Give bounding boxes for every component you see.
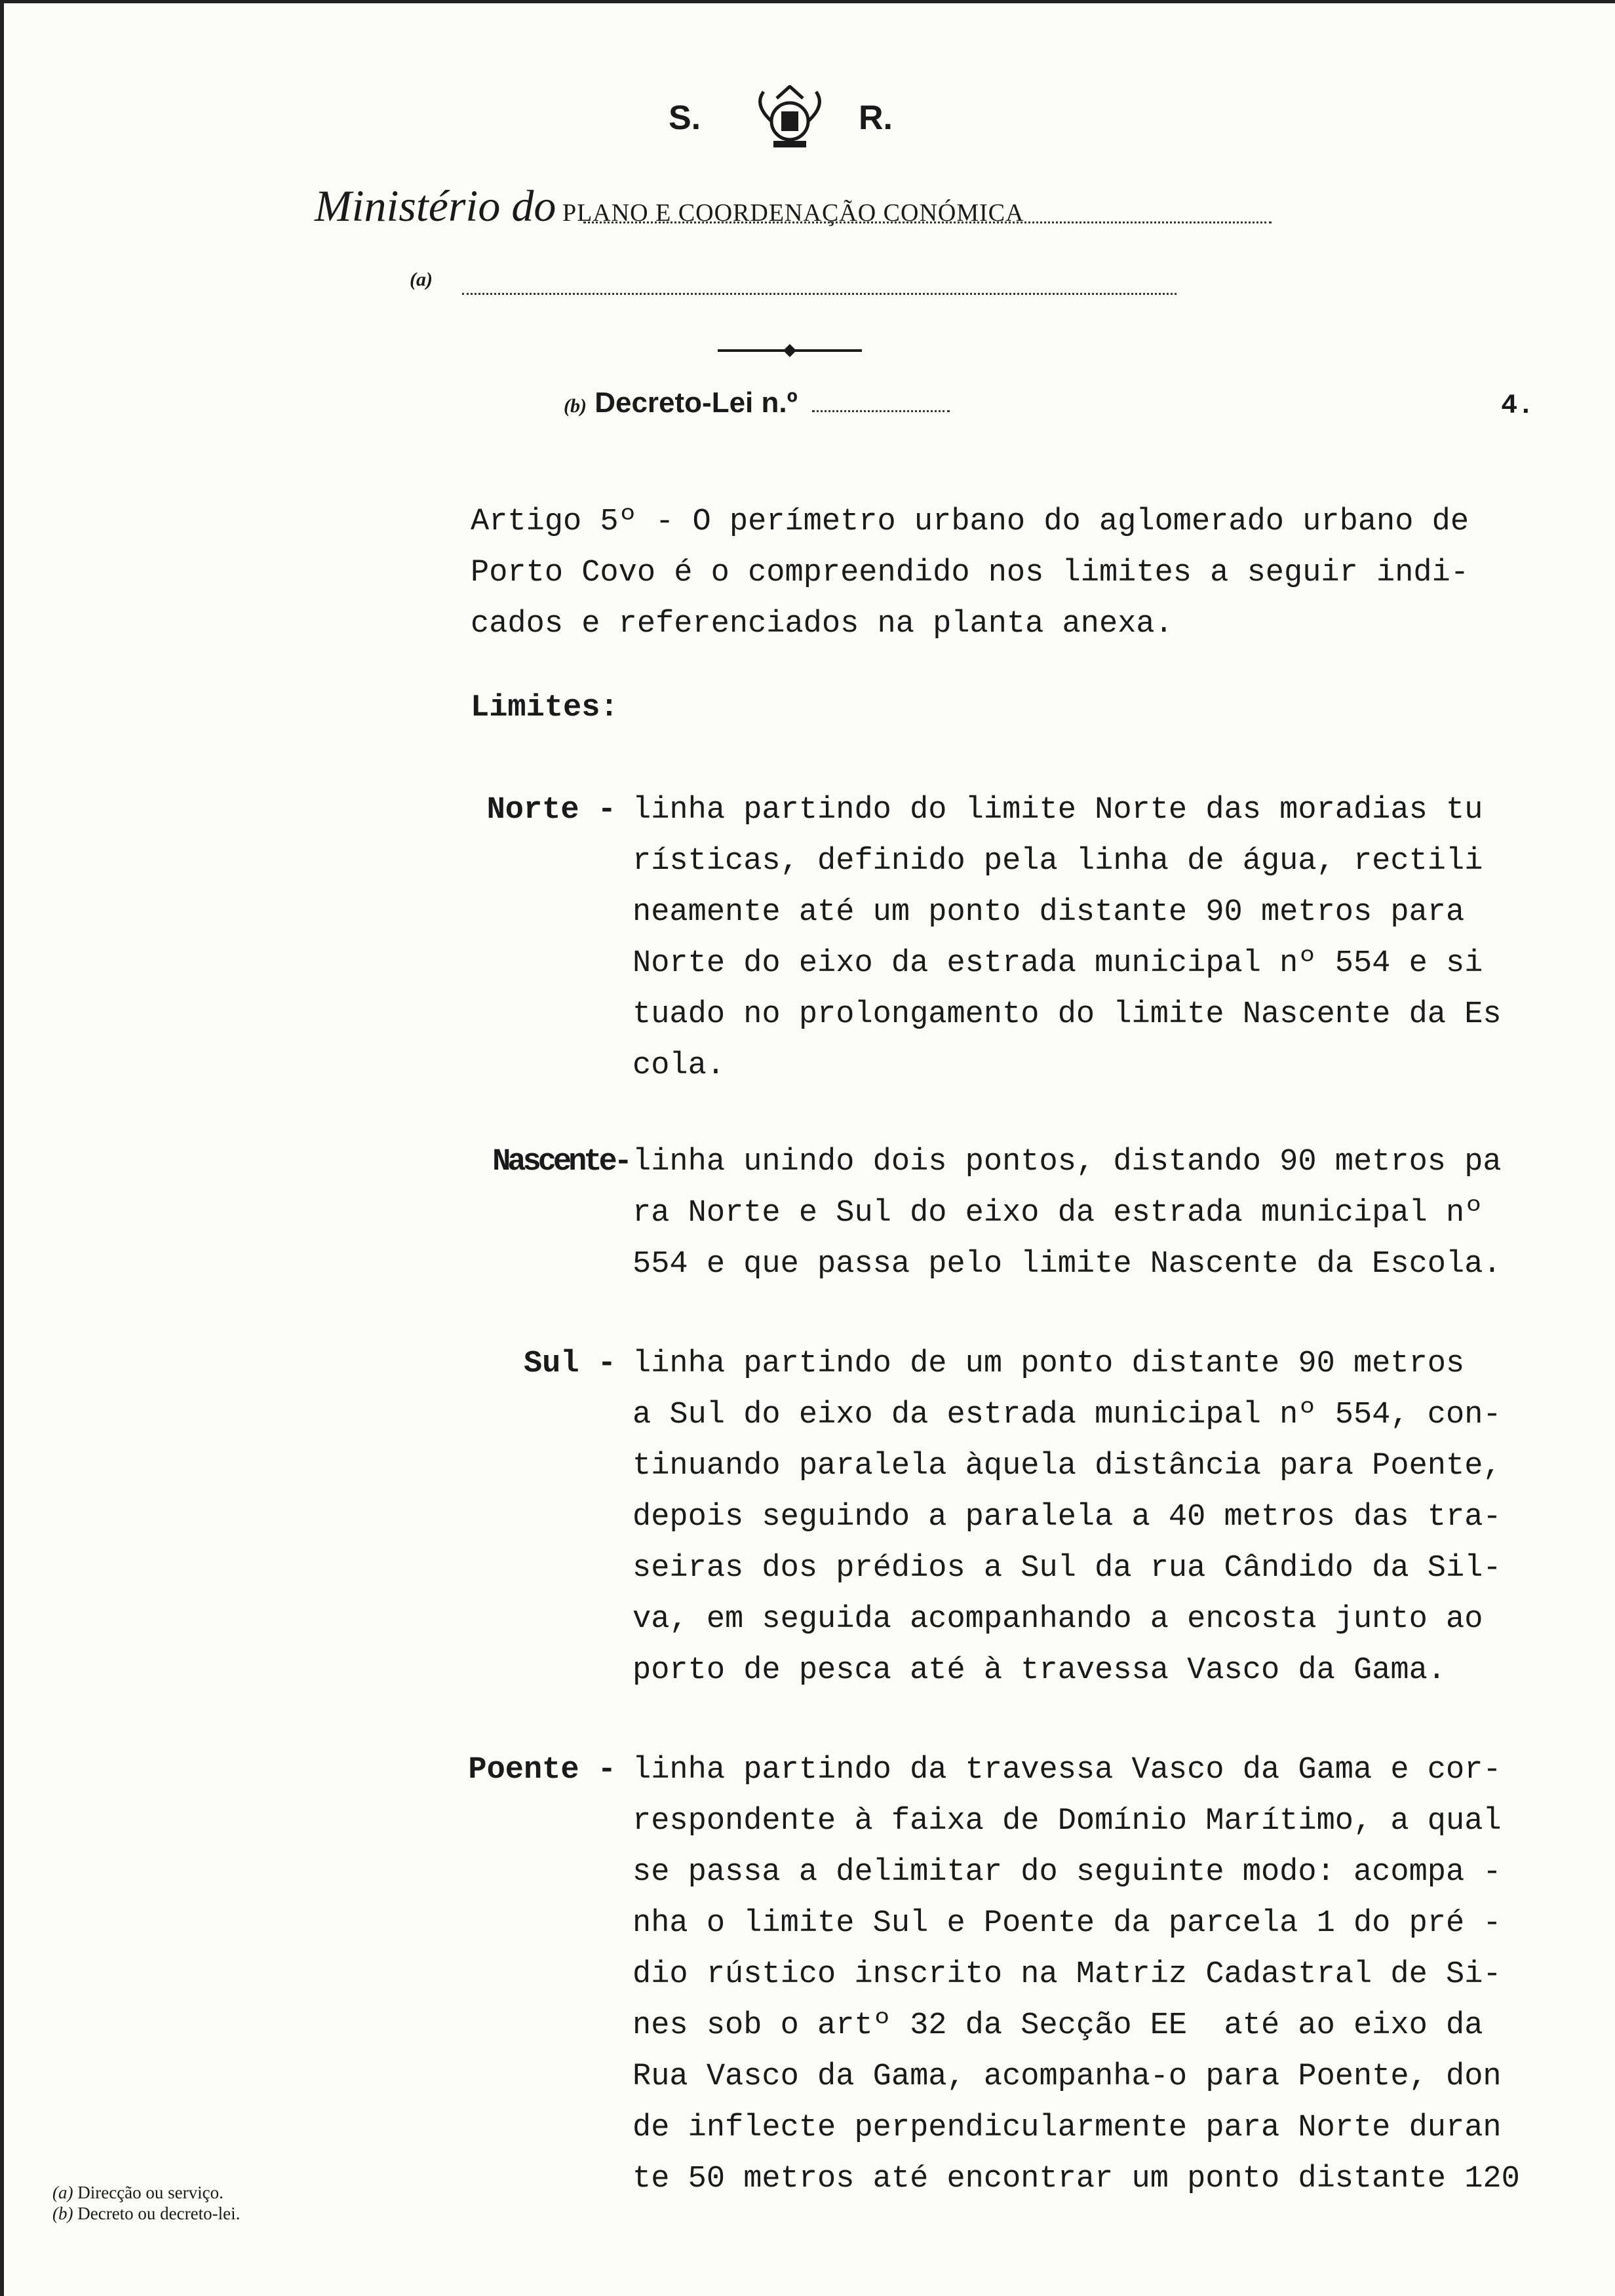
coat-of-arms-icon	[741, 85, 839, 151]
scan-top-border	[0, 0, 1615, 3]
decree-dotted-line	[812, 410, 950, 412]
section-label-nascente: Nascente-	[492, 1145, 629, 1179]
section-label-poente: Poente -	[468, 1753, 616, 1788]
footnote-b-text: Decreto ou decreto-lei.	[77, 2204, 241, 2223]
section-text-norte: linha partindo do limite Norte das moradias tu rísticas, definido pela linha de água, rectili neamente até um ponto distante 90 metros para Norte do eixo da estrada municipal nº 554 e si tuado no prolongamento do limite Nascente da Es cola.	[632, 793, 1502, 1083]
footnote-b	[52, 2203, 380, 2224]
footnotes	[52, 2182, 380, 2234]
letterhead-emblem	[669, 85, 944, 157]
decree-marker: (b)	[564, 395, 587, 417]
decree-line	[564, 387, 1022, 426]
letterhead-s: S.	[669, 99, 701, 137]
section-label-sul: Sul -	[523, 1347, 616, 1381]
ministry-prefix: Ministério do	[315, 181, 556, 231]
section-text-sul: linha partindo de um ponto distante 90 metros a Sul do eixo da estrada municipal nº 554, con- tinuando paralela àquela distância para Poente, depois seguindo a paralela a 40 metros das tra- seiras dos prédios a Sul da rua Cândido da Sil- va, em seguida acompanhando a encosta junto ao porto de pesca até à travessa Vasco da Gama.	[632, 1347, 1502, 1688]
letterhead-r: R.	[859, 99, 893, 137]
service-dotted-line	[462, 293, 1177, 295]
section-text-nascente: linha unindo dois pontos, distando 90 metros pa ra Norte e Sul do eixo da estrada municipal nº 554 e que passa pelo limite Nascente da Escola.	[632, 1145, 1502, 1282]
section-label-norte: Norte -	[486, 793, 616, 828]
footnote-b-marker: (b)	[52, 2204, 73, 2223]
footnote-a-text: Direcção ou serviço.	[77, 2183, 224, 2202]
ministry-dotted-line	[583, 221, 1272, 223]
ministry-header	[315, 180, 1272, 233]
decree-label: Decreto-Lei n.º	[594, 387, 798, 419]
limites-heading: Limites:	[471, 691, 619, 725]
artigo-paragraph: Artigo 5º - O perímetro urbano do aglomerado urbano de Porto Covo é o compreendido nos limites a seguir indi- cados e referenciados na planta anexa.	[471, 505, 1469, 641]
separator-ornament	[718, 341, 862, 360]
section-text-poente: linha partindo da travessa Vasco da Gama e cor- respondente à faixa de Domínio Marítimo, a qual se passa a delimitar do seguinte modo: acompa - nha o limite Sul e Poente da parcela 1 do pré - dio rústico inscrito na Matriz Cadastral de Si- nes sob o artº 32 da Secção EE até ao eixo da Rua Vasco da Gama, acompanha-o para Poente, don de inflecte perpendicularmente para Norte duran te 50 metros até encontrar um ponto distante 120	[632, 1753, 1520, 2196]
page-number: 4.	[1501, 390, 1534, 421]
ministry-name: PLANO E COORDENAÇÃO CONÓMICA	[562, 199, 1024, 227]
scan-left-border	[0, 0, 4, 2296]
service-line-marker: (a)	[410, 269, 433, 290]
service-line	[410, 269, 1177, 301]
footnote-a	[52, 2182, 380, 2203]
footnote-a-marker: (a)	[52, 2183, 73, 2202]
